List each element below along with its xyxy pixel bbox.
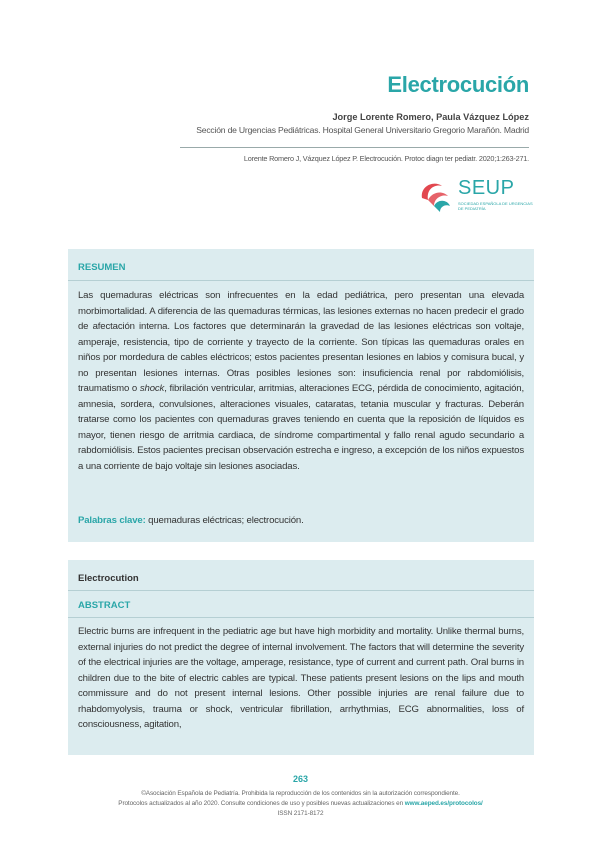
keywords-label: Palabras clave: — [78, 515, 146, 526]
page-footer — [0, 789, 601, 819]
resumen-text-part2: , fibrilación ventricular, arritmias, alteraciones ECG, pérdida de conocimiento, agitación, amnesia, sordera, convulsiones, alteraciones visuales, cataratas, tetania muscular y fracturas. Deberán tratarse como los pacientes con quemaduras graves teniendo en cuenta que la reposición de líquidos es mayor, tienen riesgo de arritmia cardiaca, de síndrome compartimental y fallo renal agudo secundario a rabdomiólisis. Estos pacientes precisan observación estrecha e ingreso, a excepción de los niños expuestos a una corriente de bajo voltaje sin lesiones asociadas. — [78, 383, 524, 472]
author-affiliation: Sección de Urgencias Pediátricas. Hospital General Universitario Gregorio Marañón. Madrid — [196, 125, 529, 135]
english-abstract-panel — [68, 560, 534, 755]
english-title: Electrocution — [78, 573, 139, 584]
keywords-line — [78, 515, 304, 526]
footer-link[interactable]: www.aeped.es/protocolos/ — [404, 800, 483, 807]
article-citation: Lorente Romero J, Vázquez López P. Electrocución. Protoc diagn ter pediatr. 2020;1:263-271. — [243, 154, 529, 163]
footer-update-text: Protocolos actualizados al año 2020. Consulte condiciones de uso y posibles nuevas actualizaciones en — [118, 800, 405, 807]
resumen-italic-word: shock — [139, 383, 165, 394]
logo-subtitle: SOCIEDAD ESPAÑOLA DE URGENCIAS DE PEDIATRÍA — [458, 201, 533, 211]
resumen-heading: RESUMEN — [78, 262, 126, 273]
abstract-heading: ABSTRACT — [78, 600, 131, 611]
abstract-divider — [68, 617, 534, 618]
resumen-text — [78, 288, 524, 474]
abstract-text: Electric burns are infrequent in the pediatric age but have high morbidity and mortality. Unlike thermal burns, external injuries do not predict the degree of internal involvement. The factors that will determine the severity of the electrical injuries are the voltage, amperage, resistance, type of current and current path. Oral burns in children due to the bite of electric cables are typical. These patients present lesions on the lips and mouth commissure and do not present internal lesions. Other possible injuries are renal failure due to rhabdomyolysis, trauma or shock, ventricular fibrillation, arrhythmias, ECG abnormalities, loss of consciousness, agitation, — [78, 626, 524, 730]
resumen-panel — [68, 249, 534, 542]
english-title-divider — [68, 590, 534, 591]
resumen-text-part1: Las quemaduras eléctricas son infrecuentes en la edad pediátrica, pero presentan una elevada morbimortalidad. A diferencia de las quemaduras térmicas, las lesiones externas no hacen predecir el grado de afectación interna. Los factores que determinarán la gravedad de las lesiones eléctricas son voltaje, amperaje, resistencia, tipo de corriente y trayecto de la corriente. Son típicas las quemaduras orales en niños por mordedura de cables eléctricos; estos pacientes presentan lesiones en labios y comisura bucal, y no presentan lesiones internas. Otras posibles lesiones son: insuficiencia renal por rabdomiólisis, traumatismo o — [78, 290, 524, 394]
keywords-value: quemaduras eléctricas; electrocución. — [148, 515, 304, 526]
footer-copyright: ©Asociación Española de Pediatría. Prohibida la reproducción de los contenidos sin la autorización correspondiente. — [141, 790, 460, 797]
logo-wordmark: SEUP — [458, 177, 515, 199]
article-authors: Jorge Lorente Romero, Paula Vázquez López — [332, 112, 529, 122]
footer-issn: ISSN 2171-8172 — [277, 810, 324, 817]
seup-logo — [418, 176, 538, 216]
footer-update-line — [0, 799, 601, 809]
header-divider — [180, 147, 529, 148]
seup-logo-icon — [418, 176, 454, 214]
resumen-divider — [68, 280, 534, 281]
page-number: 263 — [292, 774, 309, 784]
article-title: Electrocución — [387, 72, 529, 97]
